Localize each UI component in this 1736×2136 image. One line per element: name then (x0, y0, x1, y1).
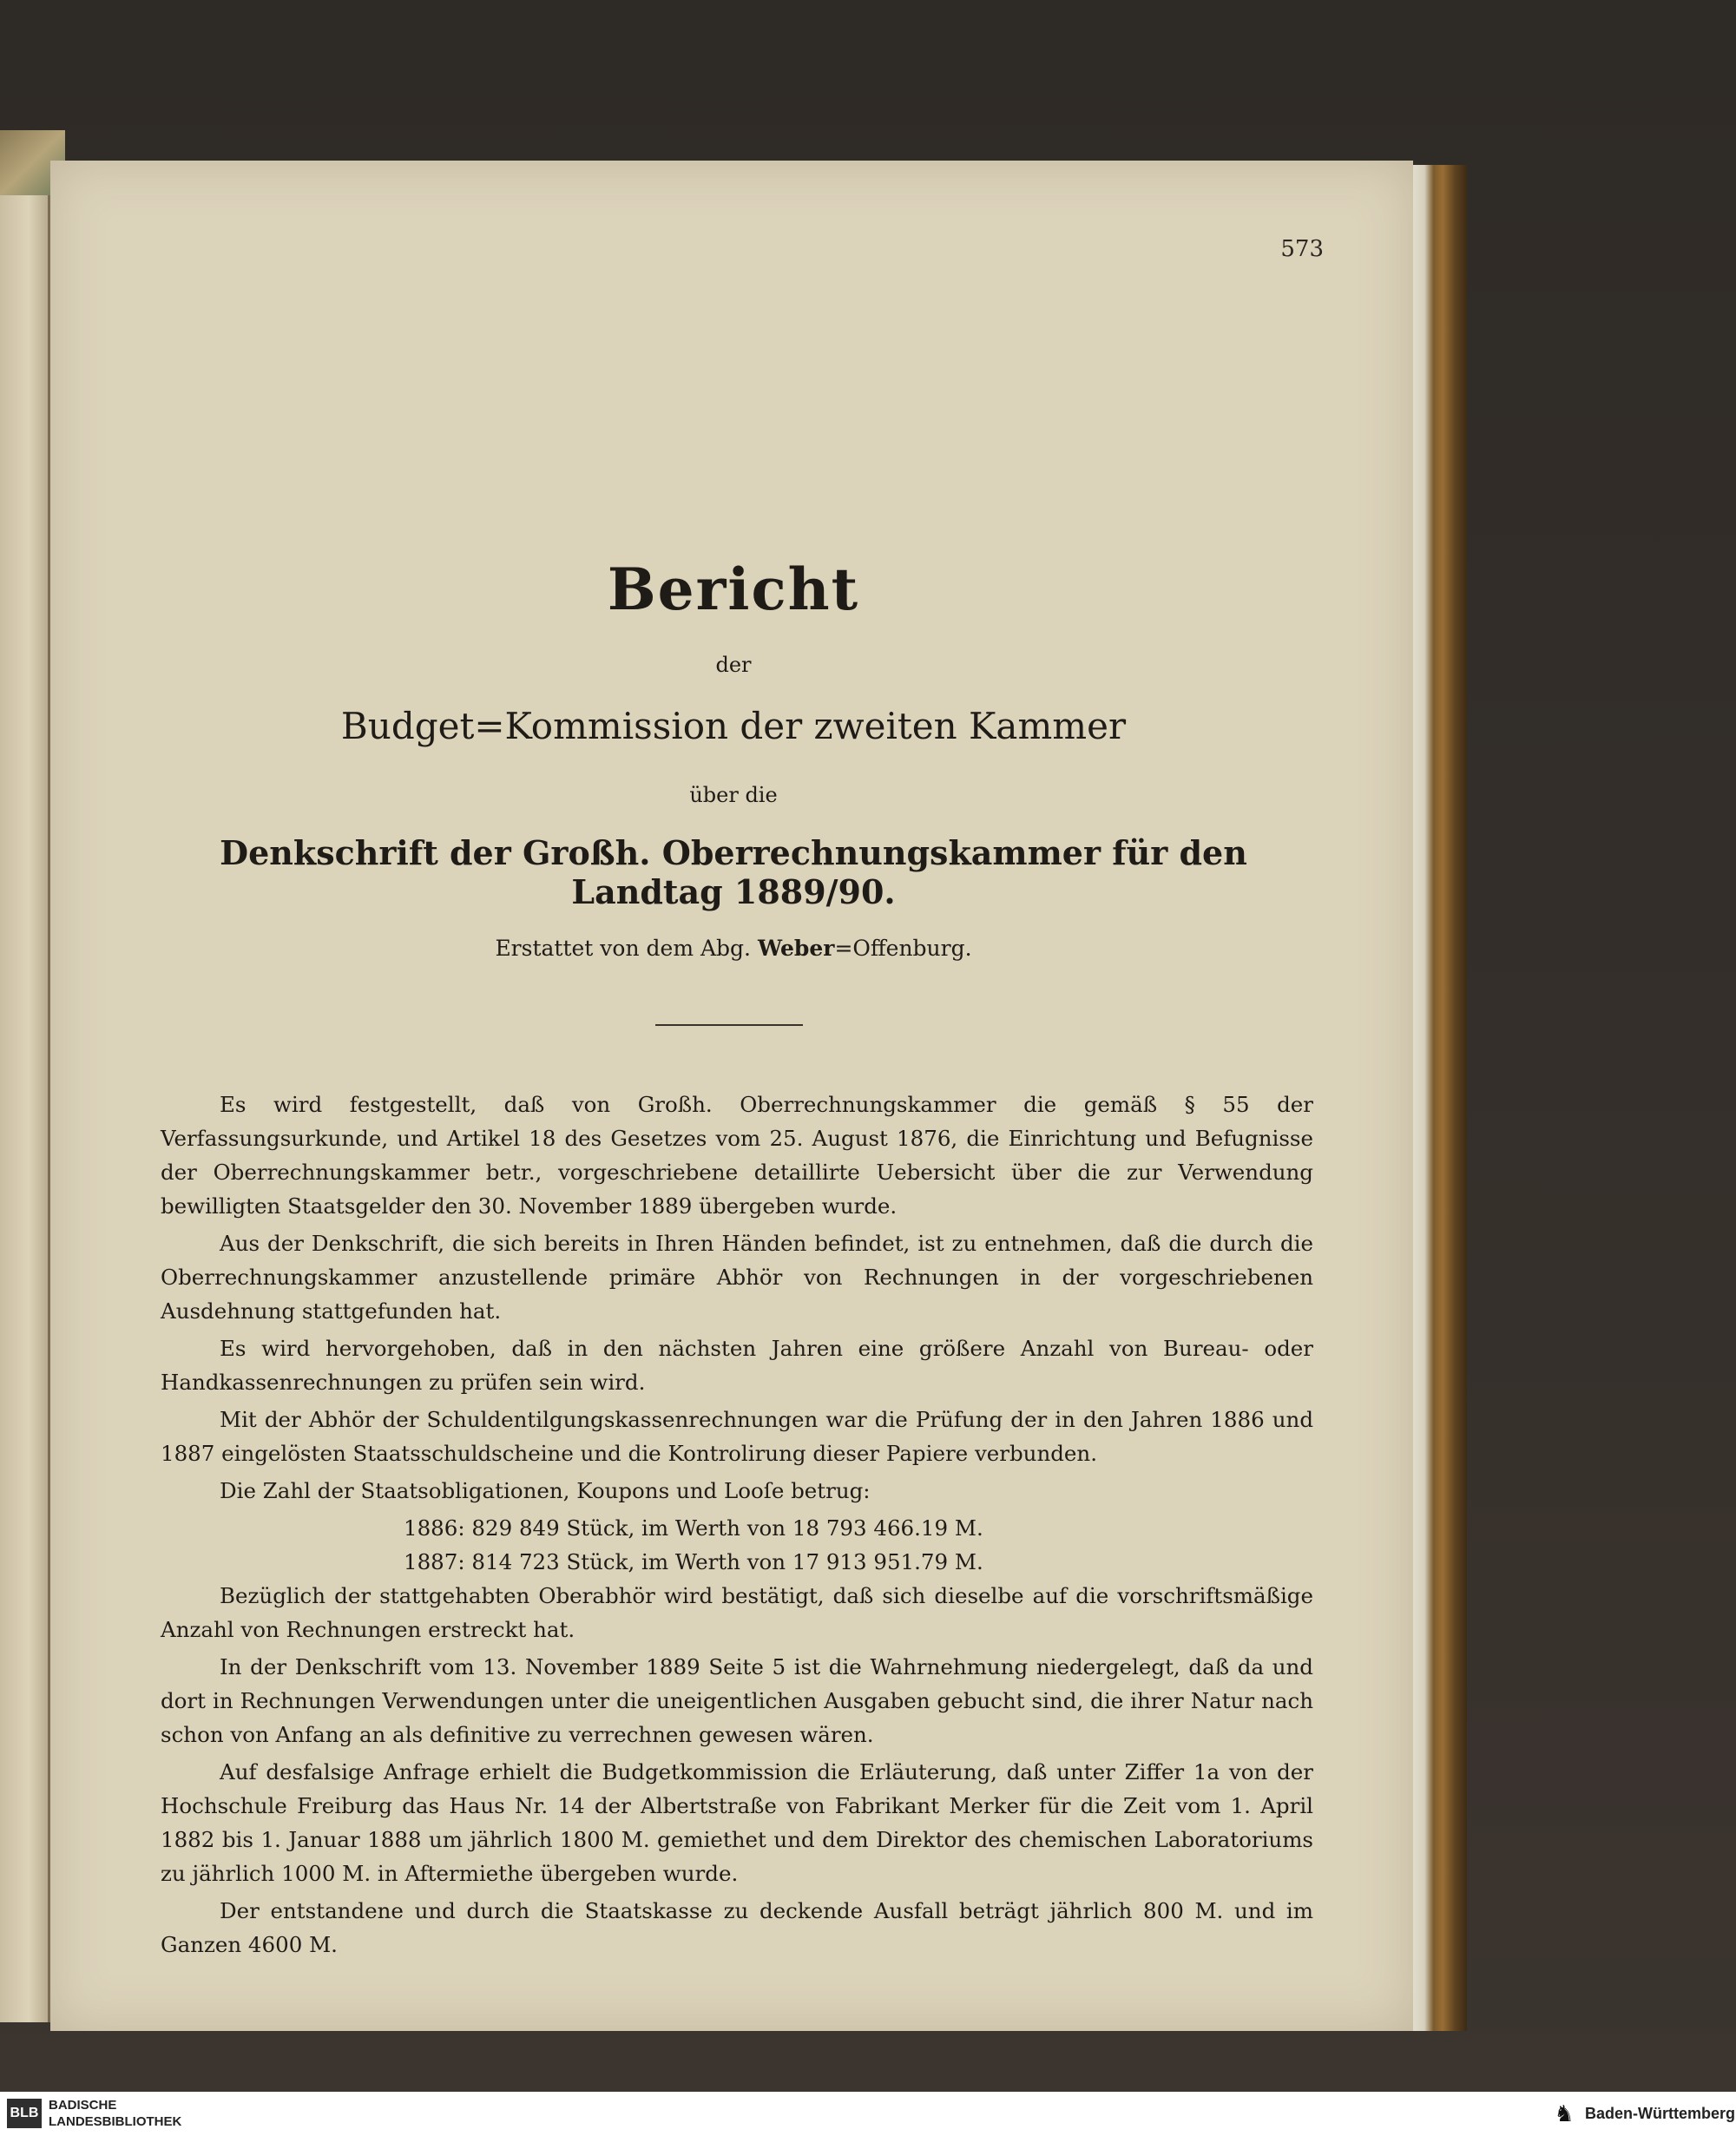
library-name[interactable] (49, 2097, 181, 2130)
document-title: Bericht (607, 555, 860, 623)
stat-line-1887: 1887: 814 723 Stück, im Werth von 17 913 951.79 M. (404, 1549, 983, 1574)
library-name-line2: LANDESBIBLIOTHEK (49, 2114, 182, 2129)
author-prefix: Erstattet von dem Abg. (495, 936, 751, 961)
page-number: 573 (1280, 236, 1324, 262)
viewer-footer (0, 2092, 1736, 2136)
body-text (161, 1088, 1313, 1965)
commission-heading: Budget=Kommission der zweiten Kammer (340, 705, 1127, 747)
blb-logo-icon[interactable]: BLB (7, 2099, 42, 2128)
paragraph: Es wird festgestellt, daß von Großh. Oberrechnungskammer die gemäß § 55 der Verfassungsurkunde, und Artikel 18 des Gesetzes vom 25. August 1876, die Einrichtung und Befugnisse der Oberrechnungskammer betr., vorgeschriebene detaillirte Uebersicht über die zur Verwendung bewilligten Staatsgelder den 30. November 1889 übergeben wurde. (161, 1092, 1313, 1219)
author-line (148, 936, 1319, 961)
title-connector-ueber: über die (689, 783, 778, 807)
paragraph: Auf desfalsige Anfrage erhielt die Budgetkommission die Erläuterung, daß unter Ziffer 1a von der Hochschule Freiburg das Haus Nr. 14 der Albertstraße von Fabrikant Merker für die Zeit vom 1. April 1882 bis 1. Januar 1888 um jährlich 1800 M. gemiethet und dem Direktor des chemischen Laboratoriums zu jährlich 1000 M. in Aftermiethe übergeben wurde. (161, 1759, 1313, 1886)
state-name[interactable]: Baden-Württemberg (1585, 2105, 1736, 2122)
paragraph: Aus der Denkschrift, die sich bereits in Ihren Händen befindet, ist zu entnehmen, daß die durch die Oberrechnungskammer anzustellende primäre Abhör von Rechnungen in der vorgeschriebenen Ausdehnung stattgefunden hat. (161, 1231, 1313, 1324)
title-connector-der: der (715, 653, 752, 677)
stat-line-1886: 1886: 829 849 Stück, im Werth von 18 793 466.19 M. (404, 1515, 983, 1541)
author-name: Weber (757, 936, 835, 961)
paragraph: Es wird hervorgehoben, daß in den nächsten Jahren eine größere Anzahl von Bureau- oder Handkassenrechnungen zu prüfen sein wird. (161, 1336, 1313, 1395)
paragraph: Mit der Abhör der Schuldentilgungskassenrechnungen war die Prüfung der in den Jahren 1886 und 1887 eingelösten Staatsschuldscheine und die Kontrolirung dieser Papiere verbunden. (161, 1407, 1313, 1466)
baden-wuerttemberg-lions-icon: ♞ (1554, 2101, 1575, 2127)
author-suffix: =Offenburg. (834, 936, 972, 961)
left-page-edge (0, 130, 50, 2022)
denkschrift-heading: Denkschrift der Großh. Oberrechnungskammer für den Landtag 1889/90. (220, 833, 1247, 911)
section-divider (655, 1024, 803, 1026)
paragraph: Der entstandene und durch die Staatskasse zu deckende Ausfall beträgt jährlich 800 M. und im Ganzen 4600 M. (161, 1898, 1313, 1957)
book-cover-edge (1406, 165, 1467, 2031)
paragraph: Die Zahl der Staatsobligationen, Koupons und Looſe betrug: (220, 1478, 871, 1503)
library-name-line1: BADISCHE (49, 2098, 117, 2113)
paragraph: In der Denkschrift vom 13. November 1889 Seite 5 ist die Wahrnehmung niedergelegt, daß da und dort in Rechnungen Verwendungen unter die uneigentlichen Ausgaben gebucht sind, die ihrer Natur nach schon von Anfang an als definitive zu verrechnen gewesen wären. (161, 1654, 1313, 1747)
paragraph: Bezüglich der stattgehabten Oberabhör wird bestätigt, daß sich dieselbe auf die vorschriftsmäßige Anzahl von Rechnungen erstreckt hat. (161, 1583, 1313, 1642)
